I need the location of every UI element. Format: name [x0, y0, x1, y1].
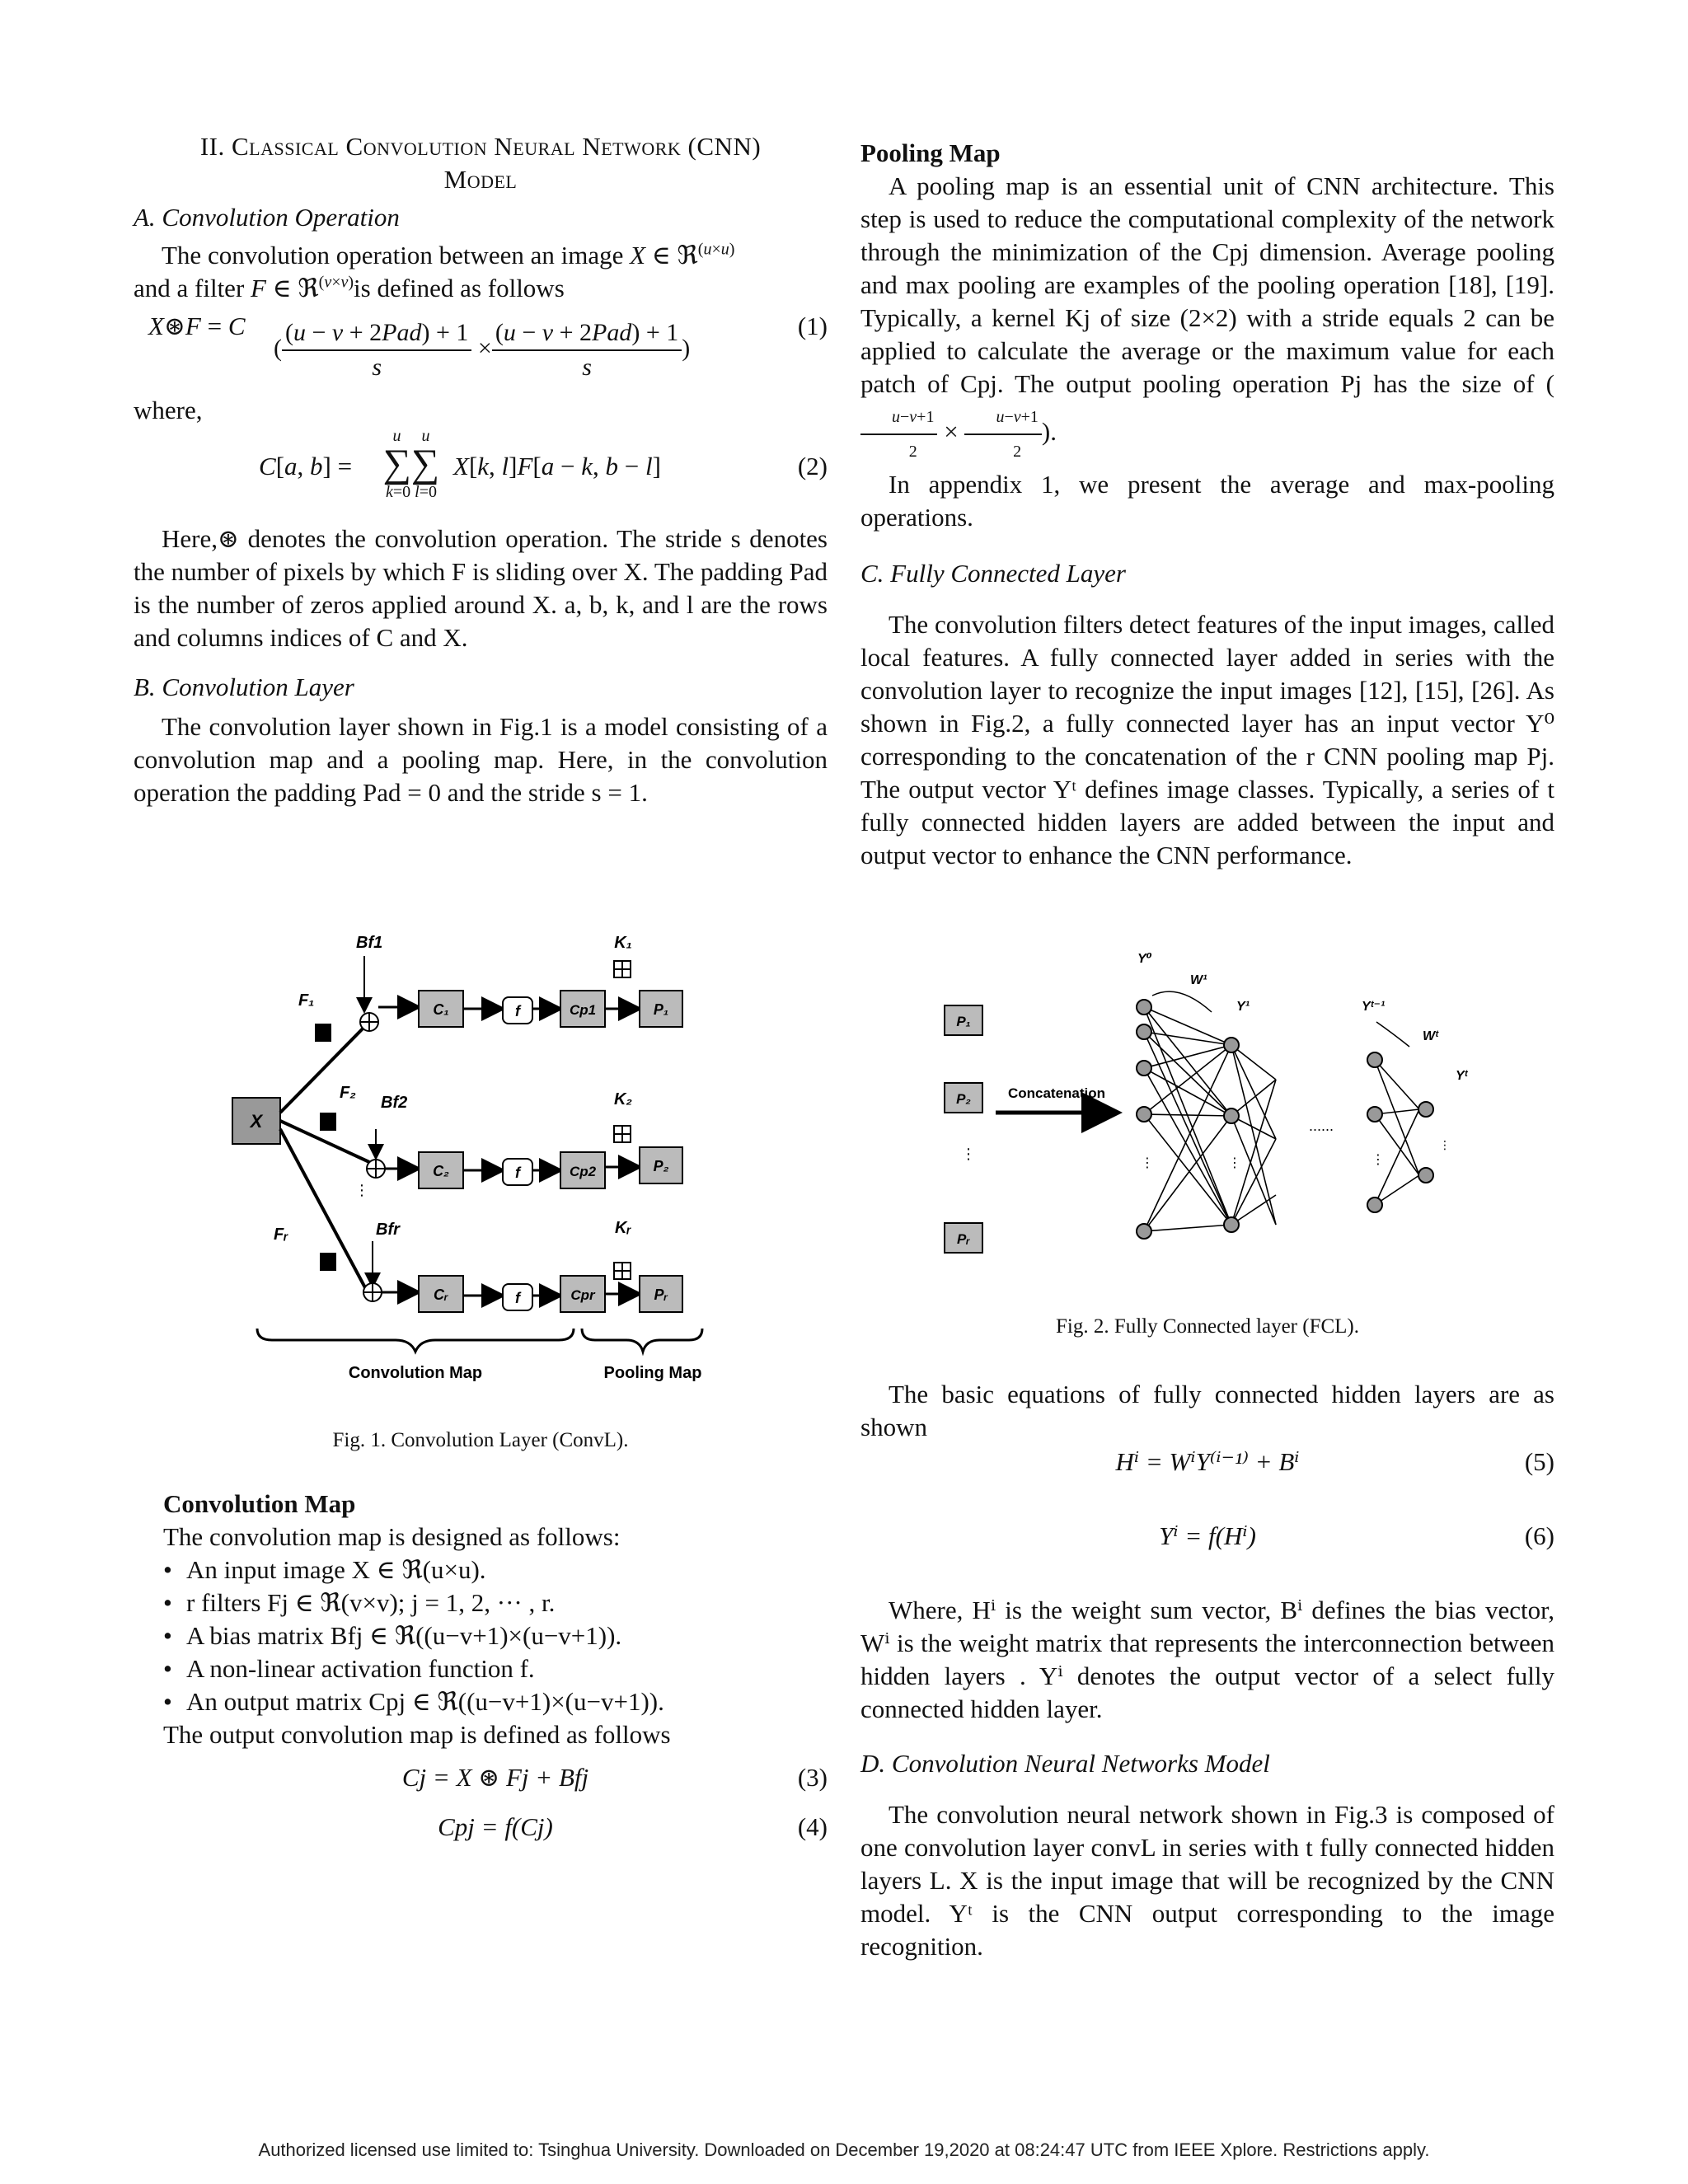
svg-text:Cp1: Cp1: [569, 1002, 597, 1018]
section-title: II. Classical Convolution Neural Network (CNN) Model: [199, 132, 762, 194]
kernel-1-label: K₁: [614, 934, 632, 952]
list-item: • A bias matrix Bfj ∈ ℜ((u−v+1)×(u−v+1)).: [163, 1619, 828, 1652]
pooling-appendix-paragraph: In appendix 1, we present the average and max-pooling operations.: [860, 470, 1554, 532]
filter-1-square: [315, 1024, 331, 1042]
convolution-operation-heading: A. Convolution Operation: [134, 203, 400, 232]
svg-text:f: f: [515, 1290, 520, 1306]
equation-2: C[a, b] = u u ∑∑ k=0 l=0 X[k, l]F[a − k, b − l] (2): [259, 427, 828, 501]
fcl-equations-paragraph: Where, Hⁱ is the weight sum vector, Bⁱ defines the bias vector, Wⁱ is the weight matrix that represents the interconnection between hidden layers . Yⁱ denotes the output vector of a select fully connected hidden layer.: [860, 1596, 1554, 1723]
license-footer: Authorized licensed use limited to: Tsinghua University. Downloaded on December 19,2020 at 08:24:47 UTC from IEEE Xplore. Restrictions apply.: [258, 2139, 1430, 2160]
svg-text:C₁: C₁: [433, 1001, 449, 1018]
convolution-layer-heading: B. Convolution Layer: [134, 673, 354, 701]
svg-text:P₂: P₂: [956, 1091, 971, 1107]
convolution-map-heading: Convolution Map: [163, 1489, 356, 1518]
equation-5: Hⁱ = WⁱY⁽ⁱ⁻¹⁾ + Bⁱ (5): [1115, 1447, 1554, 1476]
equation-1: X⊛F = C ( $\frac{\text{(u − v + 2Pad) + 1}}{s}$ × $\frac{\text{(u − v + 2Pad) + 1}}{s}$ ) (1): [148, 312, 828, 381]
figure-1-convolution-layer: [223, 923, 750, 1401]
equation-3: Cj = X ⊛ Fj + Bfj (3): [401, 1763, 828, 1792]
svg-text:C₂: C₂: [433, 1163, 449, 1179]
kernel-2-label: K₂: [613, 1090, 633, 1108]
list-item: • r filters Fj ∈ ℜ(v×v); j = 1, 2, ··· , r.: [163, 1586, 828, 1619]
convolution-operation-intro: The convolution operation between an image X ∈ ℜ$^{(u\times u)}$ and a filter F ∈ ℜ$^{(v\times v)}$is defined as follows: [134, 240, 735, 302]
convolution-map-brace: [257, 1329, 574, 1352]
filter-r-label: Fᵣ: [274, 1226, 288, 1244]
cnn-model-heading: D. Convolution Neural Networks Model: [860, 1749, 1270, 1778]
equation-4: Cpj = f(Cj) (4): [438, 1812, 828, 1841]
svg-text:⋮: ⋮: [1439, 1138, 1451, 1151]
svg-text:Pᵣ: Pᵣ: [956, 1231, 971, 1247]
fully-connected-paragraph: The convolution filters detect features of the input images, called local features. A fully connected layer added in series with the convolution layer to recognize the input images [12], [15], [26]. As shown in Fig.2, a fully connected layer has an input vector Y⁰ corresponding to the concatenation of the r CNN pooling map Pj. The output vector Yᵗ defines image classes. Typically, a series of t fully connected hidden layers are added between the input and output vector to enhance the CNN performance.: [860, 610, 1554, 869]
svg-text:⋮: ⋮: [1372, 1153, 1385, 1167]
equation-2-number: (2): [797, 452, 828, 480]
convolution-map-outro: The output convolution map is defined as follows: [163, 1720, 671, 1749]
kernel-r-label: Kᵣ: [614, 1219, 632, 1237]
filter-1-label: F₁: [298, 991, 315, 1010]
convolution-map-label: Convolution Map: [348, 1364, 483, 1382]
svg-text:P₁: P₁: [956, 1014, 971, 1029]
fig2-horizontal-dots: ......: [1309, 1118, 1334, 1134]
where-label: where,: [134, 396, 203, 424]
bias-2-label: Bf2: [381, 1094, 408, 1112]
convolution-layer-paragraph: The convolution layer shown in Fig.1 is a model consisting of a convolution map and a pooling map. Here, in the convolution operation the padding Pad = 0 and the stride s = 1.: [134, 712, 828, 807]
filter-2-square: [320, 1113, 336, 1131]
fully-connected-heading: C. Fully Connected Layer: [860, 559, 1126, 588]
list-item: • An input image X ∈ ℜ(u×u).: [163, 1554, 828, 1586]
svg-text:P₂: P₂: [653, 1158, 669, 1174]
svg-text:⋮: ⋮: [1141, 1156, 1154, 1170]
svg-text:Wᵗ: Wᵗ: [1423, 1029, 1438, 1043]
vertical-dots: ⋮: [354, 1182, 369, 1198]
svg-text:Pᵣ: Pᵣ: [654, 1286, 668, 1303]
right-column: [860, 137, 1554, 872]
svg-text:Yᵗ⁻¹: Yᵗ⁻¹: [1362, 1000, 1386, 1014]
svg-text:P₁: P₁: [653, 1001, 669, 1018]
bias-r-label: Bfr: [376, 1221, 400, 1239]
figure-2-caption: Fig. 2. Fully Connected layer (FCL).: [1055, 1315, 1360, 1338]
svg-text:Cᵣ: Cᵣ: [433, 1286, 449, 1303]
svg-text:⋮: ⋮: [1228, 1156, 1241, 1170]
pooling-map-paragraph: A pooling map is an essential unit of CNN architecture. This step is used to reduce the computational complexity of the network through the minimization of the Cpj dimension. Average pooling and max pooling are examples of the pooling operation [18], [19]. Typically, a kernel Kj of size (2×2) with a stride equals 2 can be applied to calculate the average or the maximum value for each patch of Cpj. The output pooling operation Pj has the size of ( $\frac{u-v+1}{2}$ × $\frac{u-v+1}{2}$ ).: [860, 171, 1555, 461]
svg-text:Cp2: Cp2: [569, 1164, 597, 1179]
equation-1-number: (1): [797, 312, 828, 340]
equation-6: Yⁱ = f(Hⁱ) (6): [1159, 1521, 1554, 1550]
svg-text:Y¹: Y¹: [1236, 1000, 1250, 1014]
convolution-operation-paragraph: Here,⊛ denotes the convolution operation. The stride s denotes the number of pixels by which F is sliding over X. The padding Pad is the number of zeros applied around X. a, b, k, and l are the rows and columns indices of C and X.: [134, 524, 828, 652]
convolution-map-list: [163, 1554, 828, 1718]
fcl-equations-section: [860, 1378, 1554, 1963]
pooling-map-label: Pooling Map: [603, 1364, 702, 1382]
pooling-map-brace: [582, 1329, 702, 1352]
svg-text:Y⁰: Y⁰: [1137, 952, 1152, 966]
svg-text:W¹: W¹: [1190, 973, 1207, 987]
bias-1-label: Bf1: [356, 934, 383, 952]
svg-text:Cpr: Cpr: [570, 1287, 595, 1303]
cnn-model-paragraph: The convolution neural network shown in Fig.3 is composed of one convolution layer convL in series with t fully connected hidden layers L. X is the input image that will be recognized by the CNN model. Yᵗ is the CNN output corresponding to the image recognition.: [860, 1800, 1554, 1961]
layer-connections-1: [1144, 1007, 1276, 1231]
convolution-map-section: [163, 1488, 828, 1844]
svg-text:f: f: [515, 1003, 520, 1019]
svg-text:f: f: [515, 1165, 520, 1181]
figure-1-caption: Fig. 1. Convolution Layer (ConvL).: [332, 1429, 629, 1451]
pooling-map-heading: Pooling Map: [860, 138, 1001, 167]
svg-text:Yᵗ: Yᵗ: [1456, 1069, 1468, 1083]
filter-2-label: F₂: [340, 1084, 356, 1102]
concatenation-label: Concatenation: [1007, 1085, 1106, 1101]
list-item: • An output matrix Cpj ∈ ℜ((u−v+1)×(u−v+1)).: [163, 1685, 828, 1718]
fcl-equations-intro: The basic equations of fully connected hidden layers are as shown: [860, 1380, 1554, 1441]
list-item: • A non-linear activation function f.: [163, 1652, 828, 1685]
left-column: [134, 130, 828, 809]
fig2-vertical-dots: ⋮: [961, 1146, 976, 1162]
figure-2-fully-connected-layer: [931, 948, 1492, 1277]
input-x-label: X: [250, 1111, 263, 1132]
convolution-map-intro: The convolution map is designed as follows:: [163, 1522, 621, 1551]
filter-r-square: [320, 1253, 336, 1271]
